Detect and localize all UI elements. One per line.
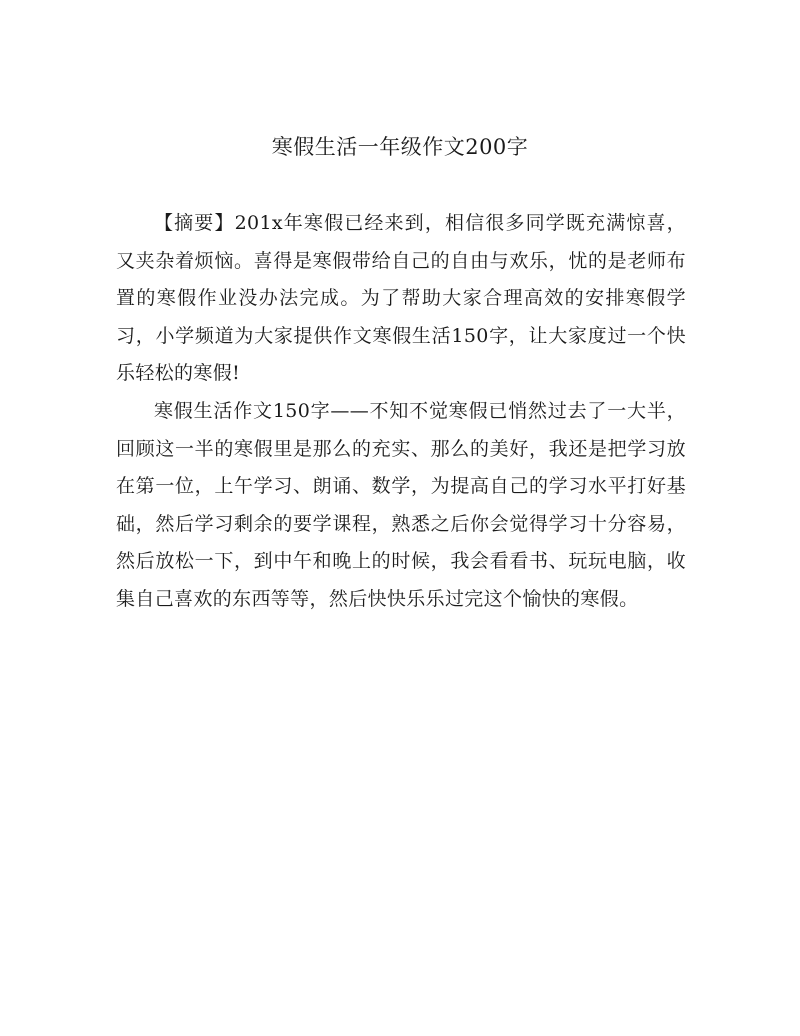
essay-paragraph: 寒假生活作文150字——不知不觉寒假已悄然过去了一大半，回顾这一半的寒假里是那么的充实、那么的美好，我还是把学习放在第一位，上午学习、朗诵、数学，为提高自己的学习水平打好基础，然后学习剩余的要学课程，熟悉之后你会觉得学习十分容易，然后放松一下，到中午和晚上的时候，我会看看书、玩玩电脑，收集自己喜欢的东西等等，然后快快乐乐过完这个愉快的寒假。 (116, 399, 686, 610)
abstract-paragraph: 【摘要】201x年寒假已经来到，相信很多同学既充满惊喜，又夹杂着烦恼。喜得是寒假带给自己的自由与欢乐，忧的是老师布置的寒假作业没办法完成。为了帮助大家合理高效的安排寒假学习，小学频道为大家提供作文寒假生活150字，让大家度过一个快乐轻松的寒假! (116, 212, 686, 385)
document-title: 寒假生活一年级作文200字 (271, 135, 529, 159)
document-body (116, 205, 686, 619)
